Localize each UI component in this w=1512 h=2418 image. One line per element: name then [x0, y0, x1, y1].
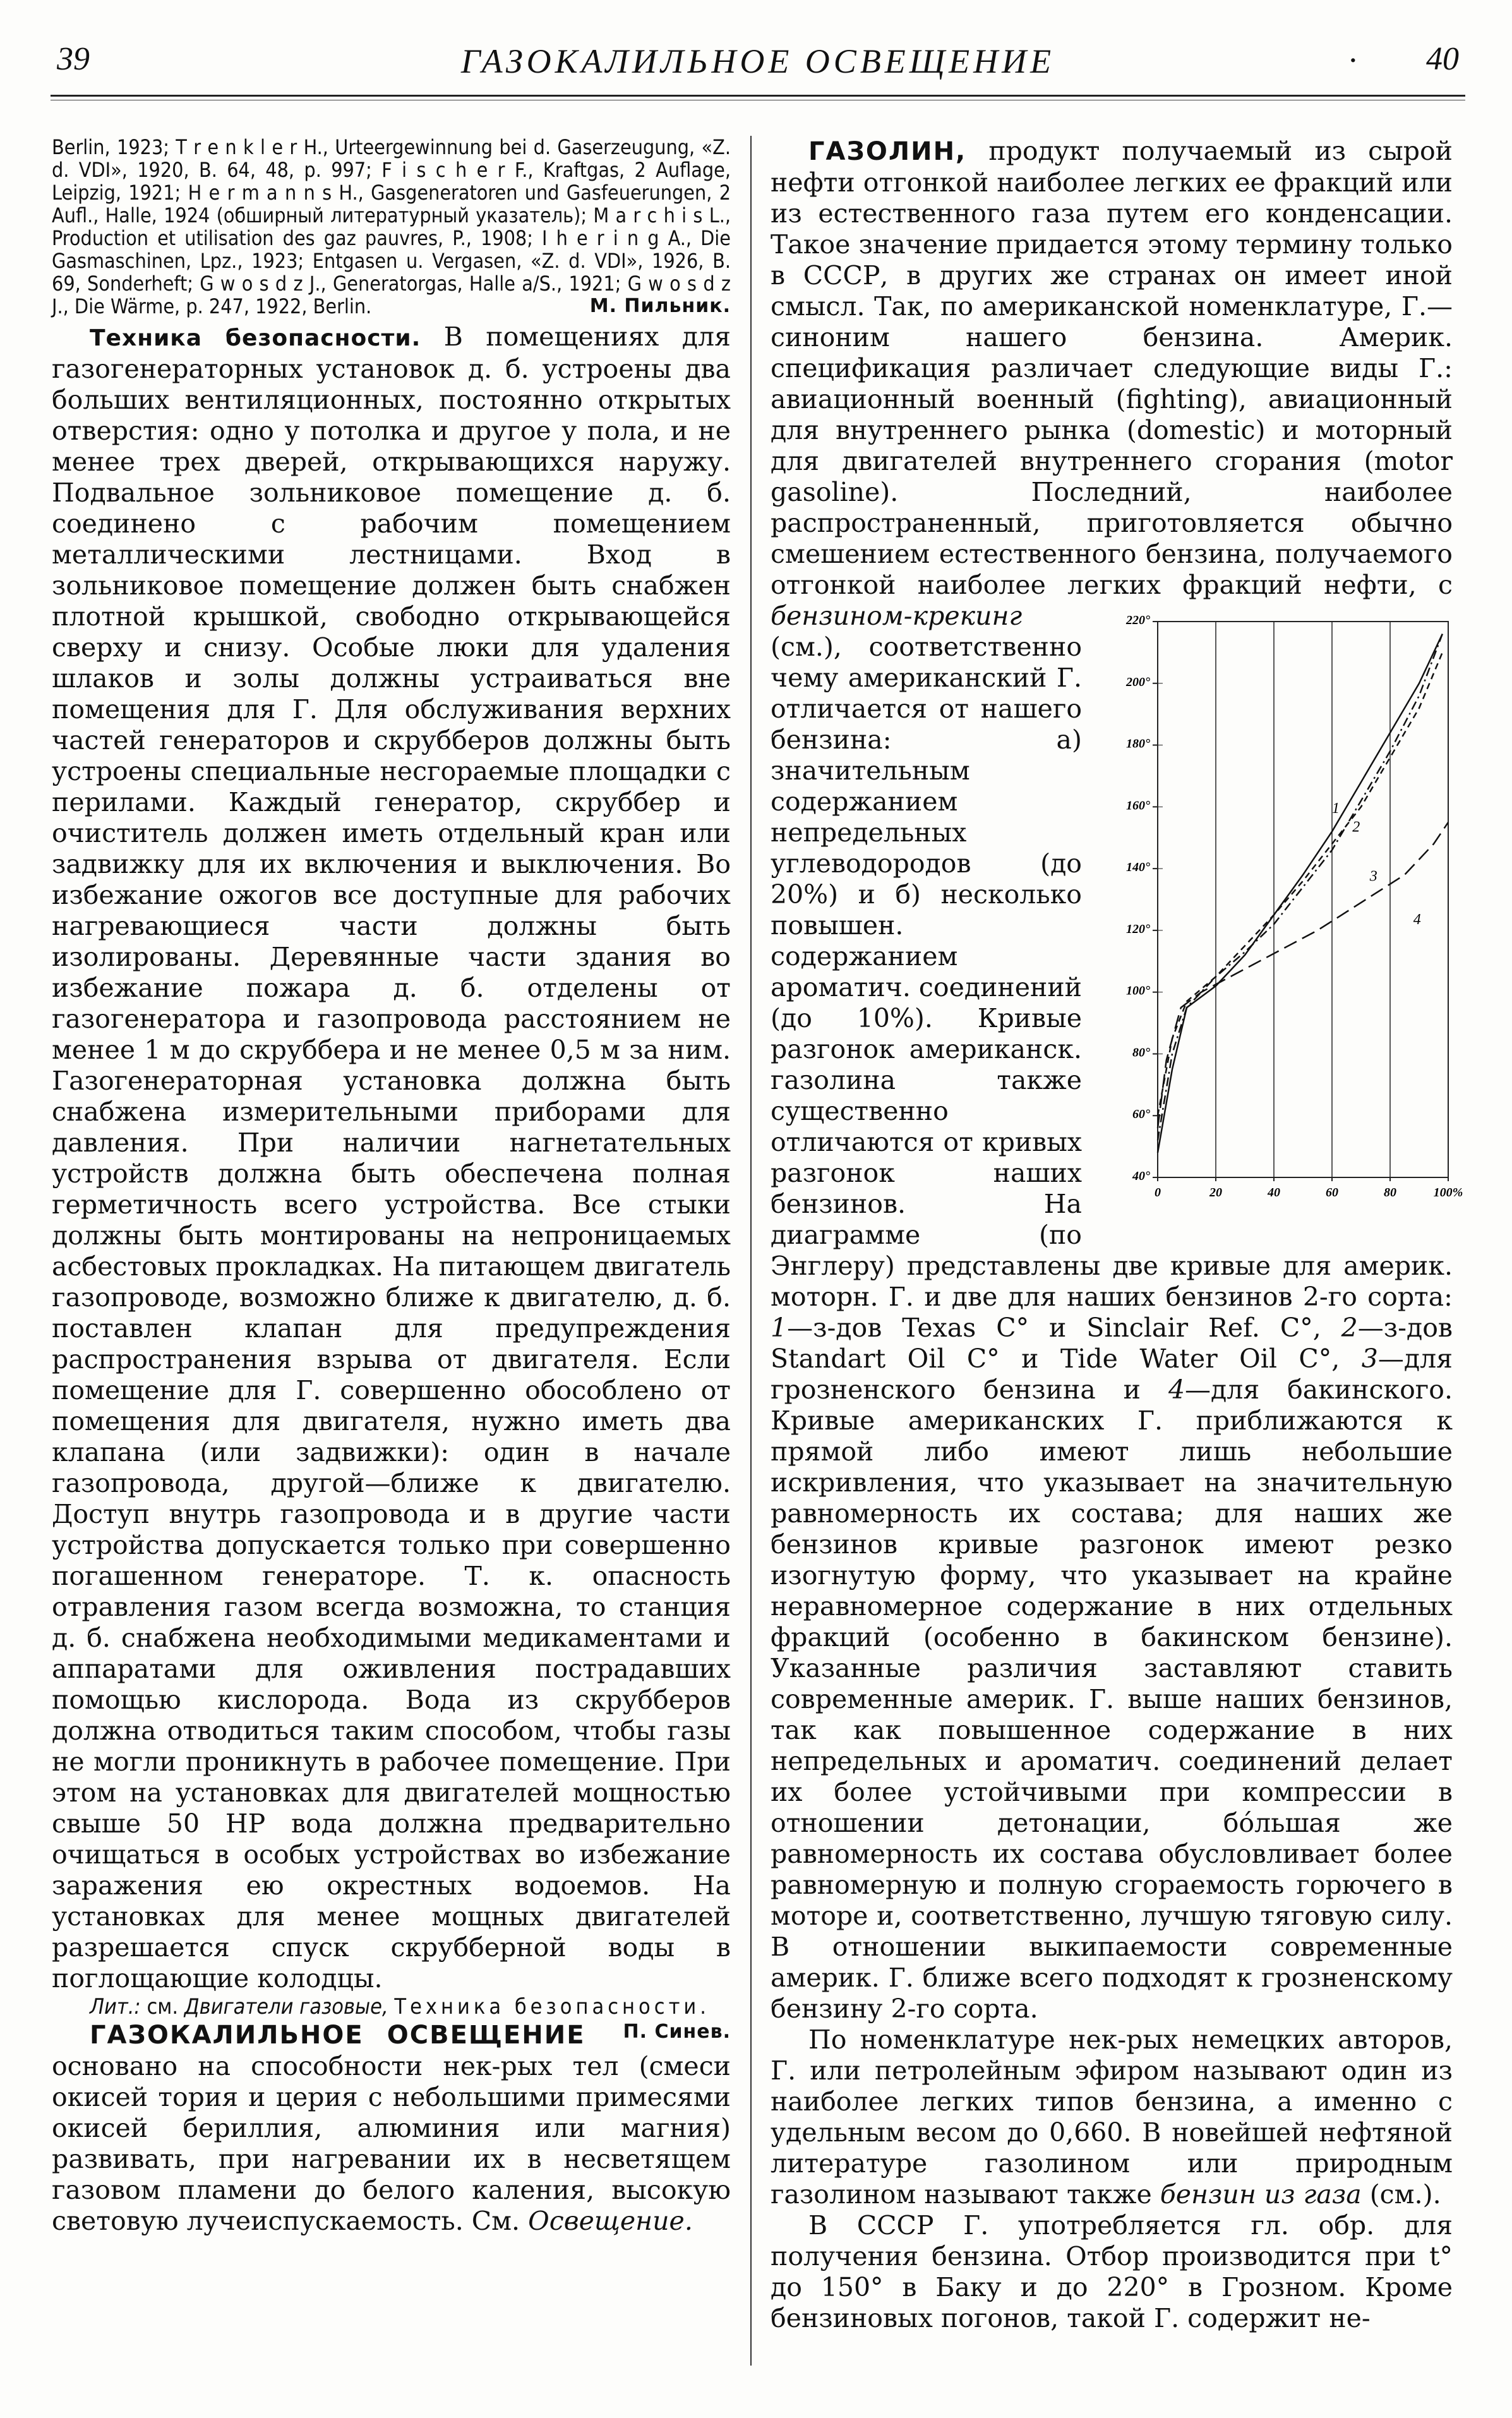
- cracking-ref: бензином-крекинг: [771, 601, 1023, 631]
- y-tick-label: 60°: [1132, 1107, 1150, 1122]
- series-line-3: [1158, 653, 1443, 1116]
- gas-benzine-ref: бензин из газа: [1160, 2179, 1362, 2210]
- x-tick-label: 40: [1268, 1186, 1280, 1200]
- gas-lighting-heading: ГАЗОКАЛИЛЬНОЕ ОСВЕЩЕНИЕ: [90, 2021, 585, 2050]
- page-number-right: 40: [1426, 41, 1459, 77]
- german-nomenclature-paragraph: [771, 2024, 1453, 2210]
- curve-label-4: 4: [1413, 911, 1421, 929]
- page-number-left: 39: [57, 41, 90, 77]
- x-tick-label: 0: [1155, 1186, 1161, 1200]
- right-column: [771, 136, 1463, 2380]
- lit-ref-engines: Двигатели газовые,: [184, 1994, 388, 2019]
- gasoline-text-b: (см.), соответственно чему американский Г. отличается от нашего бензина: а) значительным содержанием непредельных углеводородов (до 20%) и б) несколько повышен. содержанием ароматич. соединений (до 10%). Кривые разгонок американск. газолина также существенно отличаются от кривых разгонок наших бензинов. На диаграмме (по Энглеру) представлены две кривые для америк. моторн. Г. и две для наших бензинов 2-го сорта:: [771, 632, 1453, 1312]
- series-line-2: [1158, 634, 1443, 1141]
- series-line-1: [1158, 634, 1443, 1153]
- author-signature-pilnik: М. Пильник.: [589, 295, 731, 317]
- curve-4-desc: —для бакинского.: [1185, 1374, 1453, 1405]
- gasoline-text-c: Кривые американских Г. приближаются к прямой либо имеют лишь небольшие искривления, что указывает на значительную равномерность их состава; для наших же бензинов кривые разгонок имеют резко изогнутую форму, что указывает на крайне неравномерное содержание в них отдельных фракций (особенно в бакинском бензине). Указанные различия заставляют ставить современные америк. Г. выше наших бензинов, так как повышенное содержание в них непредельных и ароматич. соединений делает их более устойчивыми при компрессии в отношении детонации, бóльшая же равномерность их состава обусловливает более равномерную и полную сгораемость горючего в моторе и, соответственно, лучшую тяговую силу. В отношении выкипаемости современные америк. Г. ближе всего подходят к грозненскому бензину 2-го сорта.: [771, 1405, 1453, 2024]
- curve-3-desc: —для грозненского бензина и: [771, 1344, 1453, 1405]
- gas-lighting-text: основано на способности нек-рых тел (смеси окисей тория и церия с небольшими примесями окисей бериллия, алюминия или магния) развивать, при нагревании их в несветящем газовом пламени до белого каления, высокую световую лучеиспускаемость. См.: [52, 2051, 731, 2236]
- p3-text: В СССР Г. употребляется гл. обр. для получения бензина. Отбор производится при t° до 150° в Баку и до 220° в Грозном. Кроме бензиновых погонов, такой Г. содержит не-: [771, 2210, 1453, 2333]
- y-tick-label: 180°: [1126, 737, 1150, 751]
- p2-end: (см.).: [1369, 2179, 1441, 2210]
- lit-label: Лит.:: [90, 1994, 141, 2019]
- chart-svg: [1088, 606, 1463, 1241]
- x-tick-label: 100%: [1433, 1186, 1463, 1200]
- y-tick-label: 200°: [1126, 675, 1150, 689]
- gas-lighting-ref: Освещение.: [528, 2206, 693, 2236]
- left-column: [52, 136, 731, 2380]
- curve-label-2: 2: [1352, 819, 1360, 836]
- gasoline-heading: ГАЗОЛИН,: [808, 137, 967, 166]
- plot-frame: [1158, 622, 1448, 1177]
- author-signature-sinev: П. Синев.: [623, 2021, 731, 2043]
- y-tick-label: 120°: [1126, 922, 1150, 936]
- column-divider: [750, 136, 752, 2366]
- bibliography: [52, 136, 731, 318]
- safety-heading: Техника безопасности.: [90, 325, 421, 351]
- curve-2-number: 2: [1341, 1313, 1358, 1343]
- y-tick-label: 100°: [1126, 983, 1150, 998]
- curve-1-number: 1: [771, 1313, 788, 1343]
- y-tick-label: 40°: [1132, 1169, 1150, 1183]
- y-tick-label: 160°: [1126, 798, 1150, 813]
- gasoline-entry: [771, 136, 1463, 2024]
- safety-text: В помещениях для газогенераторных установок д. б. устроены два больших вентиляционных, постоянно открытых отверстия: одно у потолка и другое у пола, и не менее трех дверей, открывающихся наружу. Подвальное зольниковое помещение д. б. соединено с рабочим помещением металлическими лестницами. Вход в зольниковое помещение должен быть снабжен плотной крышкой, свободно открывающейся сверху и снизу. Особые люки для удаления шлаков и золы должны устраиваться вне помещения для Г. Для обслуживания верхних частей генераторов и скрубберов должны быть устроены специальные несгораемые площадки с перилами. Каждый генератор, скруббер и очиститель должен иметь отдельный кран или задвижку для их включения и выключения. Во избежание ожогов все доступные для рабочих нагревающиеся части должны быть изолированы. Деревянные части здания во избежание пожара д. б. отделены от газогенератора и газопровода расстоянием не менее 1 м до скруббера и не менее 0,5 м за ним. Газогенераторная установка должна быть снабжена измерительными приборами для давления. При наличии нагнетательных устройств должна быть обеспечена полная герметичность всего устройства. Все стыки должны быть монтированы на непроницаемых асбестовых прокладках. На питающем двигатель газопроводе, возможно ближе к двигателю, д. б. поставлен клапан для предупреждения распространения взрыва от двигателя. Если помещение для Г. совершенно обособлено от помещения для двигателя, нужно иметь два клапана (или задвижки): один в начале газопровода, другой—ближе к двигателю. Доступ внутрь газопровода и в другие части устройства допускается только при совершенно погашенном генераторе. Т. к. опасность отравления газом всегда возможна, то станция д. б. снабжена необходимыми медикаментами и аппаратами для оживления пострадавших помощью кислорода. Вода из скрубберов должна отводиться таким способом, чтобы газы не могли проникнуть в рабочее помещение. При этом на установках для двигателей мощностью свыше 50 HP вода должна предварительно очищаться в особых устройствах во избежание заражения ею окрестных водоемов. На установках для менее мощных двигателей разрешается спуск скрубберной воды в поглощающие колодцы.: [52, 322, 731, 1994]
- x-tick-label: 80: [1384, 1186, 1396, 1200]
- curve-2-desc: —з-дов Standart Oil C° и Tide Water Oil C°,: [771, 1313, 1453, 1374]
- lit-ref-safety: Техника безопасности.: [394, 1994, 710, 2019]
- y-tick-label: 220°: [1126, 613, 1150, 627]
- series-line-4: [1158, 822, 1448, 1128]
- running-header: [51, 37, 1465, 106]
- safety-paragraph: [52, 322, 731, 1994]
- gas-lighting-entry: [52, 2019, 731, 2237]
- x-tick-label: 60: [1326, 1186, 1338, 1200]
- running-title: ГАЗОКАЛИЛЬНОЕ ОСВЕЩЕНИЕ: [460, 42, 1055, 80]
- gasoline-text-a: продукт получаемый из сырой нефти отгонкой наиболее легких ее фракций или из естественного газа путем его конденсации. Такое значение придается этому термину только в СССР, в других же странах он имеет иной смысл. Так, по американской номенклатуре, Г.—синоним нашего бензина. Америк. спецификация различает следующие виды Г.: авиационный военный (fighting), авиационный для внутреннего рынка (domestic) и моторный для двигателей внутреннего сгорания (motor gasoline). Последний, наиболее распространенный, приготовляется обычно смешением естественного бензина, получаемого отгонкой наиболее легких фракций нефти, с: [771, 136, 1453, 600]
- y-tick-label: 140°: [1126, 860, 1150, 875]
- curve-label-3: 3: [1369, 868, 1377, 885]
- header-rule: [51, 95, 1465, 97]
- y-tick-label: 80°: [1132, 1045, 1150, 1060]
- curve-3-number: 3: [1361, 1344, 1378, 1374]
- curve-1-desc: —з-дов Texas C° и Sinclair Ref. C°,: [787, 1313, 1321, 1343]
- header-dot: ·: [1348, 43, 1358, 78]
- bibliography-text: Berlin, 1923; T r e n k l e r H., Urteergewinnung bei d. Gaserzeugung, «Z. d. VDI», 1920, B. 64, 48, p. 997; F i s c h e r F., Kraftgas, 2 Auflage, Leipzig, 1921; H e r m a n n s H., Gasgeneratoren und Gasfeuerungen, 2 Aufl., Halle, 1924 (обширный литературный указатель); M a r c h i s L., Production et utilisation des gaz pauvres, P., 1908; I h e r i n g A., Die Gasmaschinen, Lpz., 1923; Entgasen u. Vergasen, «Z. d. VDI», 1926, B. 69, Sonderheft; G w o s d z J., Generatorgas, Halle a/S., 1921; G w o s d z J., Die Wärme, p. 247, 1922, Berlin.: [52, 135, 731, 318]
- curve-4-number: 4: [1168, 1374, 1185, 1405]
- ussr-usage-paragraph: [771, 2210, 1453, 2334]
- curve-label-1: 1: [1332, 800, 1340, 817]
- p2-text: По номенклатуре нек-рых немецких авторов, Г. или петролейным эфиром называют один из наиболее легких типов бензина, а именно с удельным весом до 0,660. В новейшей нефтяной литературе газолином или природным газолином называют также: [771, 2024, 1453, 2210]
- x-tick-label: 20: [1209, 1186, 1222, 1200]
- lit-text: см.: [147, 1994, 179, 2019]
- distillation-chart: [1088, 606, 1463, 1241]
